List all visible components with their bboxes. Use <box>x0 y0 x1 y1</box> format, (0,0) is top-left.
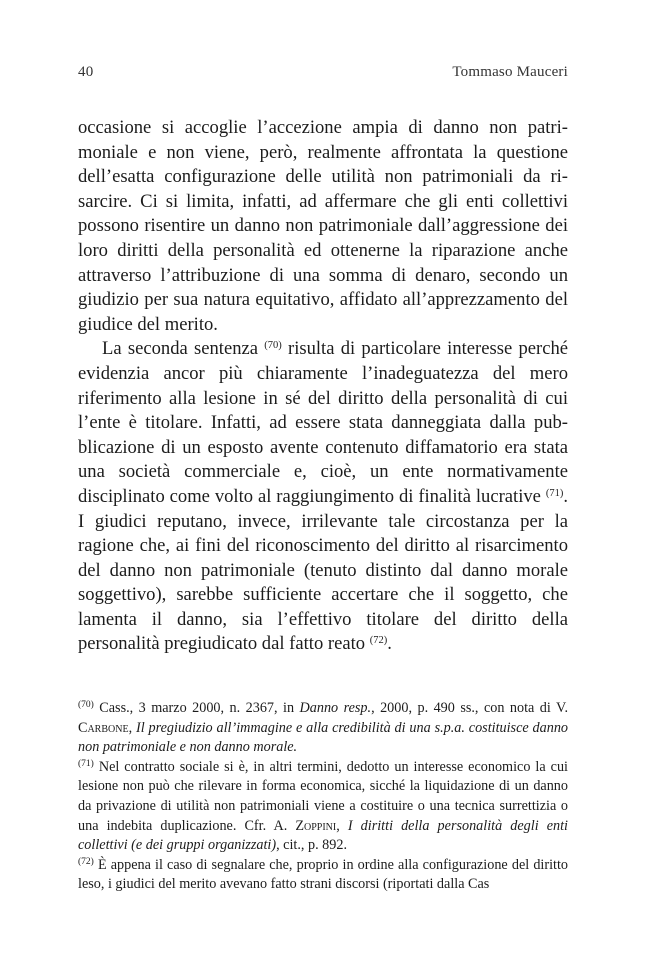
footnotes <box>78 699 568 895</box>
footnote-71 <box>78 758 568 856</box>
footnote-70-number: (70) <box>78 700 94 711</box>
running-head <box>78 64 568 86</box>
footnote-71-text-b: , <box>336 817 348 834</box>
footnote-71-text-a: Nel contratto sociale si è, in altri termini, dedotto un interesse economico la cui lesione non può che rilevare in forma economica, sicché la liquidazione di un danno da privazione di utilità non patrimoniali viene a costituire o una tecnica surrettizia o una indebita duplicazione. Cfr. A. <box>78 758 568 834</box>
footnote-70-title: Il pregiudizio all’immagine e alla credibilità di una s.p.a. costituisce danno non patrimoniale e non danno morale. <box>78 719 569 756</box>
footnote-ref-70[interactable]: (70) <box>264 340 282 352</box>
footnote-70-author: Carbone <box>78 719 129 736</box>
footnote-72-text-a: È appena il caso di segnalare che, proprio in ordine alla configurazione del diritto leso, i giudici del merito avevano fatto strani discorsi (riportati dalla Cas <box>78 856 568 893</box>
footnote-70 <box>78 699 568 758</box>
footnote-ref-72[interactable]: (72) <box>369 635 388 647</box>
footnote-71-text-c: , cit., p. 892. <box>276 837 348 854</box>
footnote-ref-71[interactable]: (71) <box>545 487 564 499</box>
running-head-author: Tommaso Mauceri <box>452 64 568 80</box>
paragraph-2-part-a: La seconda sentenza <box>102 338 265 360</box>
footnote-71-author: Zoppini <box>295 817 337 834</box>
paragraph-1: occasione si accoglie l’accezione ampia di danno non patrimoniale e non viene, però, realmente affrontata la questione dell’esatta configurazione delle utilità non patrimoniali da risarcire. Ci si limita, infatti, ad affermare che gli enti collettivi possono risentire un danno non patrimoniale dall’aggressione dei loro diritti della personalità ed ottenerne la riparazione anche attraverso l’attribuzione di una somma di denaro, secondo un giudizio per sua natura equitativo, affidato all’apprezzamento del giudice del merito. <box>78 117 568 335</box>
footnote-72-number: (72) <box>78 856 94 867</box>
footnote-70-text-a: Cass., 3 marzo 2000, n. 2367, in <box>93 700 300 717</box>
footnote-70-text-c: , <box>128 719 136 736</box>
paragraph-2-part-c: . I giudici reputano, invece, irrilevante tale circostanza per la ragione che, ai fini del riconoscimento del diritto al risarcimento del danno non patrimoniale (tenuto distinto dal danno morale soggettivo), sarebbe sufficiente accertare che il soggetto, che lamenta il danno, sia l’effettivo titolare del diritto della personalità pregiudicato dal fatto reato <box>78 485 568 655</box>
paragraph-2 <box>78 337 568 657</box>
footnote-72 <box>78 856 568 895</box>
page-number: 40 <box>78 64 94 80</box>
footnote-70-text-b: , 2000, p. 490 ss., con nota di V. <box>371 700 568 717</box>
paragraph-2-part-b: risulta di particolare interesse perché evidenzia ancor più chiaramente l’inadeguatezza del mero riferimento alla lesione in sé del diritto della personalità di cui l’ente è titolare. Infatti, ad essere stata danneggiata dalla pubblicazione di un esposto avente contenuto diffamatorio era stata una società commerciale e, cioè, un ente normativamente disciplinato come volto al raggiungimento di finalità lucrative <box>78 338 568 507</box>
footnote-70-journal: Danno resp. <box>299 700 372 717</box>
main-text <box>78 116 568 657</box>
paragraph-2-part-d: . <box>387 633 392 655</box>
footnote-71-number: (71) <box>78 758 94 769</box>
book-page <box>78 64 568 895</box>
footnote-71-title: I diritti della personalità degli enti collettivi (e dei gruppi organizzati) <box>78 817 568 854</box>
